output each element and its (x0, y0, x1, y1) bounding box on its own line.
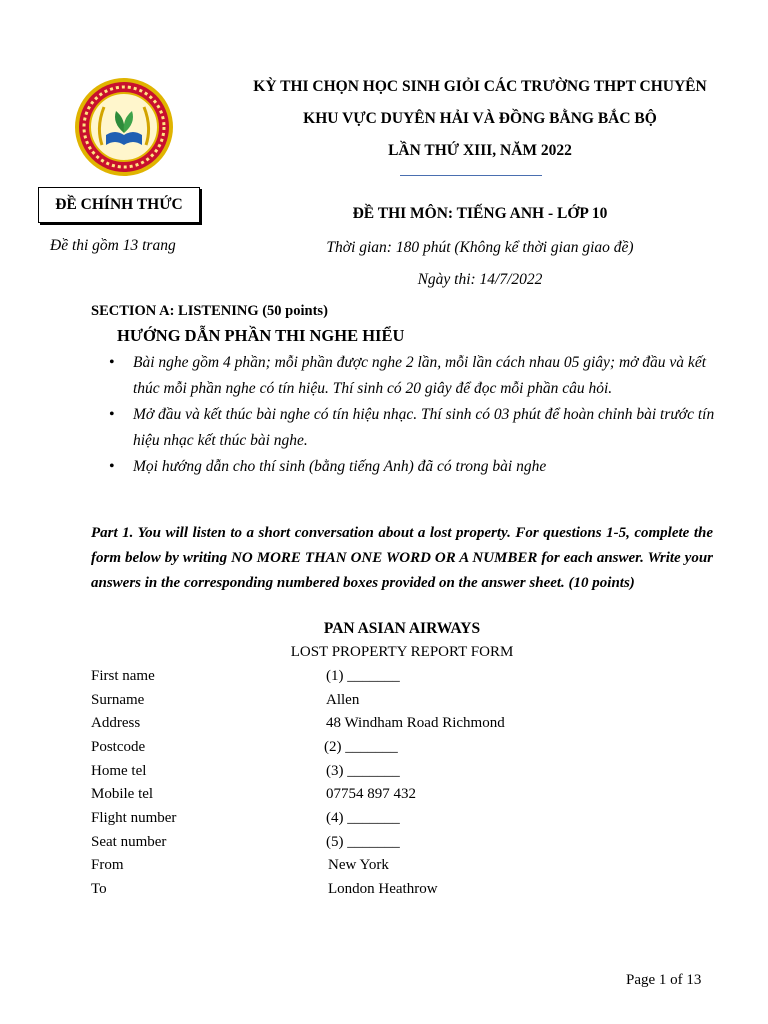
form-airline-title: PAN ASIAN AIRWAYS (323, 620, 481, 637)
exam-title-line-3: LẦN THỨ XIII, NĂM 2022 (388, 142, 572, 159)
form-row-mobile-tel (91, 786, 711, 809)
exam-date: Ngày thi: 14/7/2022 (417, 271, 543, 288)
form-label: Home tel (91, 763, 147, 779)
form-blank-4: (4) _______ (326, 810, 400, 826)
form-value: 48 Windham Road Richmond (326, 715, 505, 731)
section-a-heading: SECTION A: LISTENING (50 points) (91, 303, 328, 319)
form-row-surname (91, 692, 711, 715)
form-subtitle: LOST PROPERTY REPORT FORM (290, 644, 514, 660)
form-value: New York (328, 857, 389, 873)
page-count-note: Đề thi gồm 13 trang (50, 237, 176, 254)
listening-instructions-title: HƯỚNG DẪN PHẦN THI NGHE HIỂU (117, 326, 405, 345)
listening-instructions-list (106, 350, 736, 481)
form-blank-1: (1) _______ (326, 668, 400, 684)
form-value: London Heathrow (328, 881, 438, 897)
part-1-instructions: Part 1. You will listen to a short conversation about a lost property. For questions 1-5, complete the form below by writing NO MORE THAN ONE WORD OR A NUMBER for each answer. Write your answers in the corresponding numbered boxes provided on the answer sheet. (10 points) (91, 525, 713, 591)
form-blank-3: (3) _______ (326, 763, 400, 779)
form-row-flight-number (91, 810, 711, 833)
form-value: 07754 897 432 (326, 786, 416, 802)
instruction-item: • Bài nghe gồm 4 phần; mỗi phần được nghe 2 lần, mỗi lần cách nhau 05 giây; mở đầu và kết thúc mỗi phần nghe có tín hiệu. Thí sinh có 20 giây để đọc mỗi phần câu hỏi. (106, 350, 736, 401)
exam-title-line-1: KỲ THI CHỌN HỌC SINH GIỎI CÁC TRƯỜNG THPT CHUYÊN (253, 78, 707, 95)
form-row-first-name (91, 668, 711, 691)
official-exam-badge (38, 187, 200, 223)
exam-duration: Thời gian: 180 phút (Không kể thời gian giao đề) (326, 239, 634, 256)
form-label: First name (91, 668, 155, 684)
logo-emblem-icon (74, 77, 174, 177)
form-label: Postcode (91, 739, 146, 755)
form-blank-2: (2) _______ (324, 739, 398, 755)
form-label: Address (91, 715, 141, 731)
form-row-postcode (91, 739, 711, 762)
form-row-address (91, 715, 711, 738)
header-divider (400, 175, 542, 176)
form-label: From (91, 857, 124, 873)
exam-title-line-2: KHU VỰC DUYÊN HẢI VÀ ĐỒNG BẰNG BẮC BỘ (303, 110, 657, 127)
form-row-home-tel (91, 763, 711, 786)
subject-title: ĐỀ THI MÔN: TIẾNG ANH - LỚP 10 (352, 205, 608, 222)
school-association-logo (74, 77, 174, 177)
form-label: Seat number (91, 834, 167, 850)
form-label: Surname (91, 692, 145, 708)
form-label: To (91, 881, 107, 897)
instruction-item: • Mọi hướng dẫn cho thí sinh (bằng tiếng Anh) đã có trong bài nghe (106, 454, 736, 480)
instruction-item: • Mở đầu và kết thúc bài nghe có tín hiệu nhạc. Thí sinh có 03 phút để hoàn chỉnh bài trước tín hiệu nhạc kết thúc bài nghe. (106, 402, 736, 453)
official-exam-label: ĐỀ CHÍNH THỨC (55, 196, 183, 213)
form-row-from (91, 857, 711, 880)
form-row-to (91, 881, 711, 904)
page-number: Page 1 of 13 (626, 972, 702, 988)
form-label: Mobile tel (91, 786, 154, 802)
form-label: Flight number (91, 810, 177, 826)
form-row-seat-number (91, 834, 711, 857)
form-value: Allen (326, 692, 360, 708)
form-blank-5: (5) _______ (326, 834, 400, 850)
